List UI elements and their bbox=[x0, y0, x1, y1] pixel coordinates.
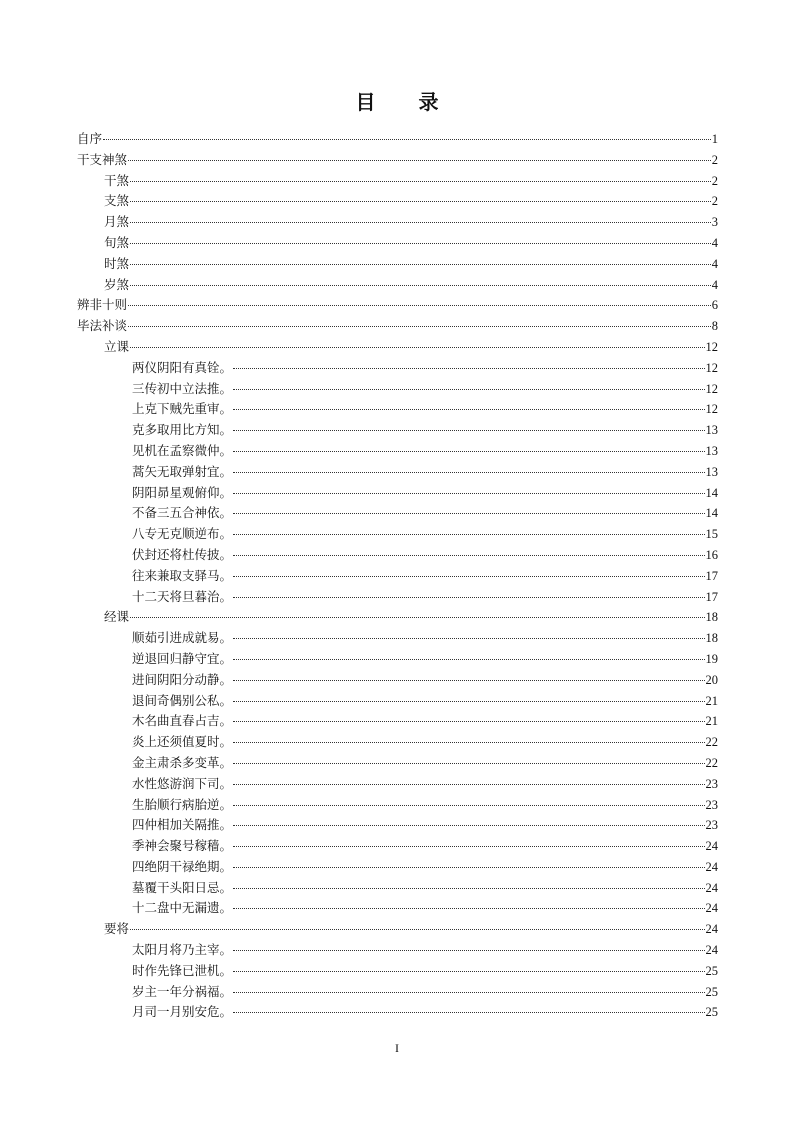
toc-entry[interactable] bbox=[77, 483, 718, 504]
toc-entry[interactable] bbox=[77, 628, 718, 649]
dot-leader bbox=[233, 846, 704, 847]
dot-leader bbox=[233, 825, 704, 826]
dot-leader bbox=[233, 742, 704, 743]
dot-leader bbox=[233, 638, 704, 639]
toc-entry-label: 顺茹引进成就易。 bbox=[132, 630, 233, 646]
toc-entry-label: 逆退回归静守宜。 bbox=[132, 650, 233, 666]
toc-entry-page: 24 bbox=[705, 880, 718, 895]
toc-entry-page: 24 bbox=[705, 943, 718, 958]
dot-leader bbox=[130, 347, 704, 348]
toc-entry-page: 4 bbox=[711, 277, 718, 292]
toc-entry[interactable] bbox=[77, 233, 718, 254]
toc-entry[interactable] bbox=[77, 275, 718, 296]
toc-entry-page: 4 bbox=[711, 235, 718, 250]
toc-entry-page: 23 bbox=[705, 797, 718, 812]
toc-entry-page: 15 bbox=[705, 527, 718, 542]
dot-leader bbox=[233, 659, 704, 660]
toc-entry-page: 25 bbox=[705, 1005, 718, 1020]
toc-entry[interactable] bbox=[77, 940, 718, 961]
toc-entry[interactable] bbox=[77, 399, 718, 420]
dot-leader bbox=[130, 243, 711, 244]
toc-entry[interactable] bbox=[77, 191, 718, 212]
toc-entry-page: 14 bbox=[705, 485, 718, 500]
toc-entry-label: 辨非十则 bbox=[77, 297, 128, 313]
toc-entry[interactable] bbox=[77, 732, 718, 753]
toc-entry-label: 岁煞 bbox=[104, 276, 130, 292]
toc-entry[interactable] bbox=[77, 462, 718, 483]
dot-leader bbox=[233, 389, 704, 390]
dot-leader bbox=[233, 534, 704, 535]
toc-entry-page: 4 bbox=[711, 256, 718, 271]
dot-leader bbox=[130, 617, 704, 618]
toc-entry-label: 十二盘中无漏遗。 bbox=[132, 900, 233, 916]
toc-entry-page: 18 bbox=[705, 631, 718, 646]
dot-leader bbox=[233, 555, 704, 556]
dot-leader bbox=[128, 326, 711, 327]
toc-entry-page: 13 bbox=[705, 464, 718, 479]
toc-entry-label: 上克下贼先重审。 bbox=[132, 401, 233, 417]
toc-entry-label: 见机在孟察微仲。 bbox=[132, 442, 233, 458]
toc-entry-label: 月司一月别安危。 bbox=[132, 1004, 233, 1020]
toc-entry-label: 不备三五合神依。 bbox=[132, 505, 233, 521]
dot-leader bbox=[233, 805, 704, 806]
dot-leader bbox=[233, 784, 704, 785]
dot-leader bbox=[128, 160, 711, 161]
toc-entry-page: 2 bbox=[711, 194, 718, 209]
toc-entry-label: 干煞 bbox=[104, 172, 130, 188]
toc-entry-label: 旬煞 bbox=[104, 234, 130, 250]
toc-entry-label: 立课 bbox=[104, 338, 130, 354]
dot-leader bbox=[233, 493, 704, 494]
dot-leader bbox=[130, 181, 711, 182]
dot-leader bbox=[233, 721, 704, 722]
toc-entry-page: 2 bbox=[711, 173, 718, 188]
toc-entry-label: 自序 bbox=[77, 131, 103, 146]
toc-entry-page: 24 bbox=[705, 922, 718, 937]
toc-entry-page: 12 bbox=[705, 339, 718, 354]
toc-entry-page: 13 bbox=[705, 443, 718, 458]
toc-entry-page: 24 bbox=[705, 901, 718, 916]
toc-entry[interactable] bbox=[77, 857, 718, 878]
toc-entry[interactable] bbox=[77, 379, 718, 400]
toc-entry-page: 16 bbox=[705, 547, 718, 562]
toc-entry-label: 支煞 bbox=[104, 193, 130, 209]
toc-entry-page: 14 bbox=[705, 506, 718, 521]
toc-entry-label: 克多取用比方知。 bbox=[132, 422, 233, 438]
toc-entry[interactable] bbox=[77, 420, 718, 441]
toc-entry-page: 22 bbox=[705, 755, 718, 770]
dot-leader bbox=[130, 222, 711, 223]
toc-entry[interactable] bbox=[77, 441, 718, 462]
toc-entry-page: 23 bbox=[705, 776, 718, 791]
toc-entry-page: 25 bbox=[705, 963, 718, 978]
toc-entry[interactable] bbox=[77, 649, 718, 670]
toc-entry-label: 金主肃杀多变革。 bbox=[132, 754, 233, 770]
toc-entry[interactable] bbox=[77, 295, 718, 316]
toc-entry-label: 墓覆干头阳日忌。 bbox=[132, 879, 233, 895]
toc-entry-label: 木名曲直春占吉。 bbox=[132, 713, 233, 729]
toc-entry-label: 季神会聚号稼穑。 bbox=[132, 838, 233, 854]
table-of-contents bbox=[77, 129, 718, 1023]
toc-entry-label: 时作先锋已泄机。 bbox=[132, 962, 233, 978]
dot-leader bbox=[128, 305, 711, 306]
toc-entry[interactable] bbox=[77, 774, 718, 795]
toc-entry-page: 18 bbox=[705, 610, 718, 625]
toc-entry[interactable] bbox=[77, 836, 718, 857]
toc-entry-page: 13 bbox=[705, 423, 718, 438]
dot-leader bbox=[233, 451, 704, 452]
dot-leader bbox=[233, 763, 704, 764]
toc-entry[interactable] bbox=[77, 691, 718, 712]
dot-leader bbox=[233, 597, 704, 598]
toc-entry-label: 岁主一年分祸福。 bbox=[132, 983, 233, 999]
toc-entry-label: 八专无克顺逆布。 bbox=[132, 526, 233, 542]
toc-entry-page: 24 bbox=[705, 859, 718, 874]
toc-entry[interactable] bbox=[77, 982, 718, 1003]
toc-entry[interactable] bbox=[77, 711, 718, 732]
toc-entry-page: 19 bbox=[705, 651, 718, 666]
toc-entry-page: 24 bbox=[705, 839, 718, 854]
toc-entry-label: 蒿矢无取弹射宜。 bbox=[132, 463, 233, 479]
dot-leader bbox=[233, 992, 704, 993]
dot-leader bbox=[233, 680, 704, 681]
toc-entry[interactable] bbox=[77, 358, 718, 379]
toc-entry-label: 退间奇偶别公私。 bbox=[132, 692, 233, 708]
dot-leader bbox=[103, 139, 711, 140]
toc-entry-label: 月煞 bbox=[104, 214, 130, 230]
toc-entry-label: 两仪阴阳有真铨。 bbox=[132, 359, 233, 375]
toc-entry-label: 伏封还将杜传披。 bbox=[132, 546, 233, 562]
page-number-footer: I bbox=[395, 1041, 399, 1055]
toc-entry-page: 1 bbox=[711, 132, 718, 146]
dot-leader bbox=[233, 1012, 704, 1013]
dot-leader bbox=[233, 971, 704, 972]
toc-entry-label: 水性悠游润下司。 bbox=[132, 775, 233, 791]
toc-entry-page: 21 bbox=[705, 693, 718, 708]
toc-entry-label: 毕法补谈 bbox=[77, 318, 128, 334]
dot-leader bbox=[233, 472, 704, 473]
toc-entry-label: 要将 bbox=[104, 921, 130, 937]
toc-entry[interactable] bbox=[77, 878, 718, 899]
toc-entry-page: 20 bbox=[705, 672, 718, 687]
toc-entry-label: 十二天将旦暮治。 bbox=[132, 588, 233, 604]
toc-entry-page: 12 bbox=[705, 402, 718, 417]
toc-entry[interactable] bbox=[77, 254, 718, 275]
toc-entry-page: 22 bbox=[705, 735, 718, 750]
toc-entry-page: 2 bbox=[711, 152, 718, 167]
toc-entry-page: 3 bbox=[711, 215, 718, 230]
toc-entry[interactable] bbox=[77, 607, 718, 628]
toc-entry-label: 炎上还须值夏时。 bbox=[132, 734, 233, 750]
toc-entry-label: 往来兼取支驿马。 bbox=[132, 567, 233, 583]
toc-entry[interactable] bbox=[77, 961, 718, 982]
toc-entry[interactable] bbox=[77, 171, 718, 192]
toc-entry[interactable] bbox=[77, 795, 718, 816]
toc-entry[interactable] bbox=[77, 316, 718, 337]
toc-entry-label: 进间阴阳分动静。 bbox=[132, 671, 233, 687]
toc-entry-page: 12 bbox=[705, 381, 718, 396]
toc-entry[interactable] bbox=[77, 337, 718, 358]
dot-leader bbox=[233, 430, 704, 431]
toc-entry-label: 阴阳昴星观俯仰。 bbox=[132, 484, 233, 500]
toc-entry-page: 17 bbox=[705, 589, 718, 604]
toc-entry-label: 经课 bbox=[104, 609, 130, 625]
dot-leader bbox=[233, 908, 704, 909]
toc-entry-label: 四绝阴干禄绝期。 bbox=[132, 858, 233, 874]
dot-leader bbox=[233, 368, 704, 369]
toc-entry[interactable] bbox=[77, 129, 718, 150]
toc-entry[interactable] bbox=[77, 545, 718, 566]
dot-leader bbox=[233, 576, 704, 577]
toc-entry[interactable] bbox=[77, 919, 718, 940]
toc-entry-label: 三传初中立法推。 bbox=[132, 380, 233, 396]
toc-entry-label: 干支神煞 bbox=[77, 151, 128, 167]
toc-entry[interactable] bbox=[77, 670, 718, 691]
dot-leader bbox=[130, 285, 711, 286]
toc-entry-page: 23 bbox=[705, 818, 718, 833]
page-title: 目 录 bbox=[355, 90, 457, 114]
toc-entry[interactable] bbox=[77, 212, 718, 233]
toc-entry[interactable] bbox=[77, 1002, 718, 1023]
dot-leader bbox=[233, 513, 704, 514]
toc-entry[interactable] bbox=[77, 524, 718, 545]
dot-leader bbox=[233, 888, 704, 889]
toc-entry[interactable] bbox=[77, 587, 718, 608]
dot-leader bbox=[233, 867, 704, 868]
toc-entry-label: 时煞 bbox=[104, 255, 130, 271]
toc-entry-page: 21 bbox=[705, 714, 718, 729]
toc-entry[interactable] bbox=[77, 503, 718, 524]
toc-entry-label: 太阳月将乃主宰。 bbox=[132, 942, 233, 958]
dot-leader bbox=[233, 701, 704, 702]
toc-entry[interactable] bbox=[77, 898, 718, 919]
toc-entry[interactable] bbox=[77, 815, 718, 836]
dot-leader bbox=[130, 929, 704, 930]
dot-leader bbox=[130, 201, 711, 202]
toc-entry-page: 6 bbox=[711, 298, 718, 313]
toc-entry-label: 四仲相加关隔推。 bbox=[132, 817, 233, 833]
toc-entry-label: 生胎顺行病胎逆。 bbox=[132, 796, 233, 812]
toc-entry-page: 12 bbox=[705, 360, 718, 375]
toc-entry[interactable] bbox=[77, 150, 718, 171]
dot-leader bbox=[233, 409, 704, 410]
dot-leader bbox=[233, 950, 704, 951]
toc-entry-page: 17 bbox=[705, 568, 718, 583]
dot-leader bbox=[130, 264, 711, 265]
toc-entry-page: 8 bbox=[711, 319, 718, 334]
toc-entry[interactable] bbox=[77, 753, 718, 774]
toc-entry-page: 25 bbox=[705, 984, 718, 999]
toc-entry[interactable] bbox=[77, 566, 718, 587]
